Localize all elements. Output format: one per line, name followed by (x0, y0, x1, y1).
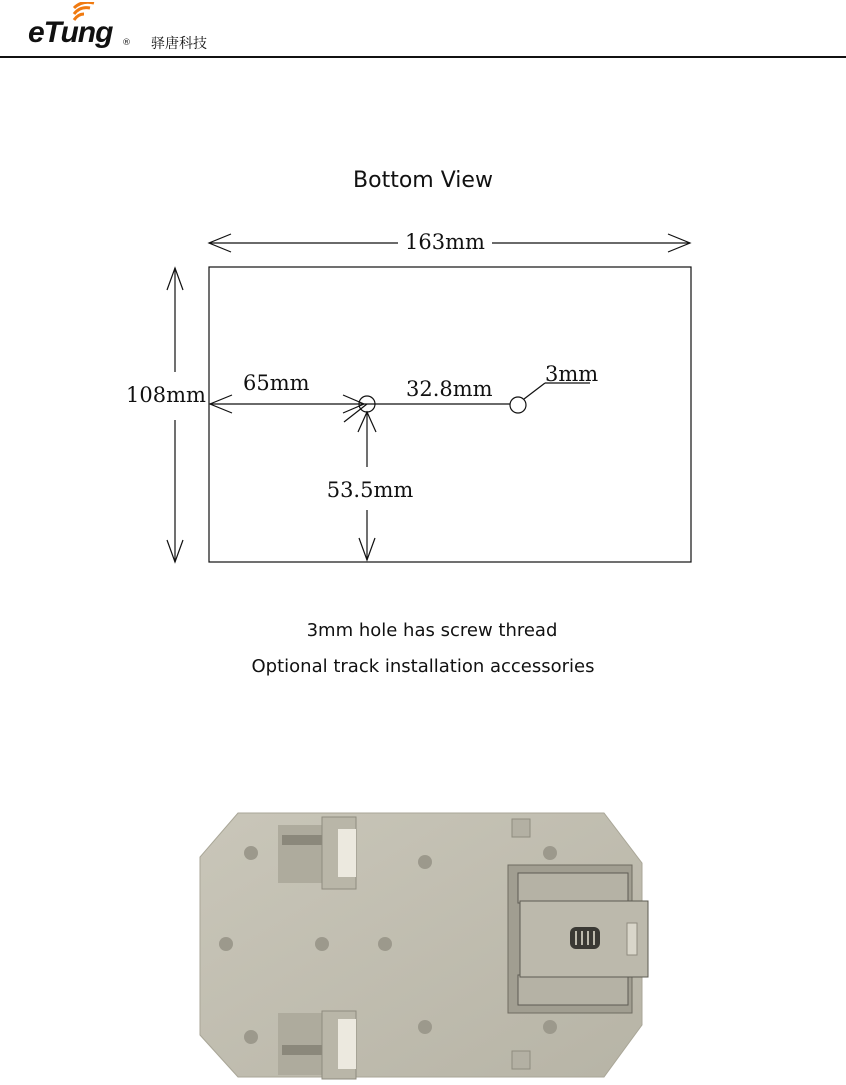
width-label: 163mm (405, 230, 485, 254)
hole-from-bottom-label: 53.5mm (326, 478, 414, 502)
height-label: 108mm (126, 383, 206, 407)
logo-wordmark: eTung (28, 16, 113, 49)
top-clip (278, 817, 356, 889)
company-name: 驿唐科技 (151, 36, 207, 52)
mounting-hole-2 (510, 397, 526, 413)
registered-mark: ® (122, 38, 131, 48)
screw-thread-note: 3mm hole has screw thread (306, 620, 558, 641)
hole-diameter-label: 3mm (545, 362, 599, 386)
bottom-clip (278, 1011, 356, 1079)
accessories-note: Optional track installation accessories (251, 656, 595, 677)
hole-from-left-label: 65mm (243, 371, 310, 395)
device-outline (209, 267, 691, 562)
hole-spacing-label: 32.8mm (406, 377, 493, 401)
diagram-title: Bottom View (353, 168, 493, 193)
hole-leader-line (524, 383, 545, 399)
din-rail-bracket-image (190, 805, 650, 1083)
